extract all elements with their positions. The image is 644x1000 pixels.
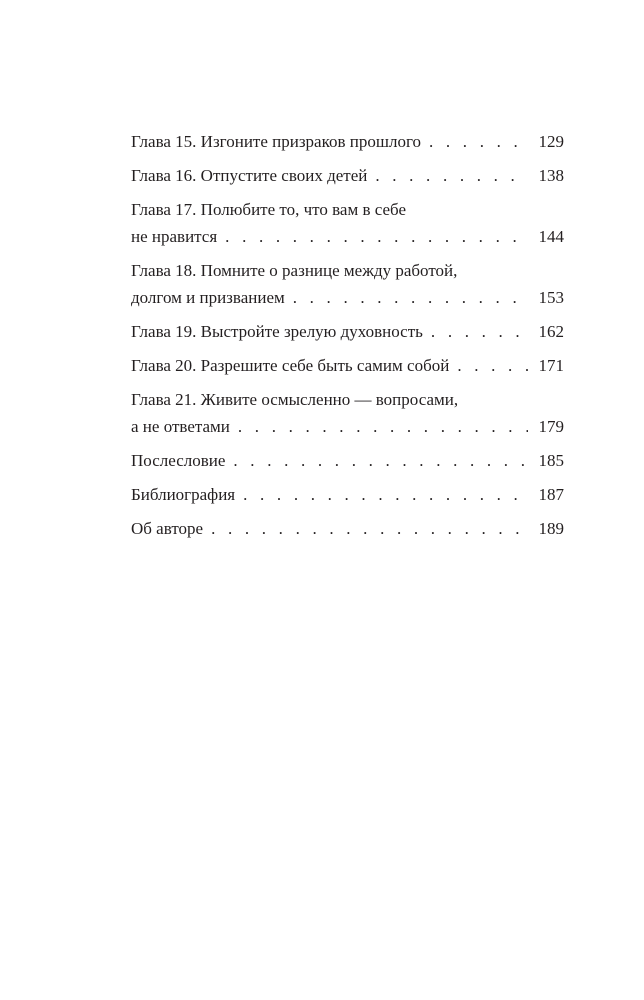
toc-entry-chapter-19 — [131, 318, 564, 345]
toc-entry-title: Об авторе — [131, 519, 204, 538]
toc-entry-title: Глава 19. Выстройте зрелую духовность — [131, 322, 423, 341]
table-of-contents — [131, 128, 564, 549]
toc-entry-title: Библиография — [131, 485, 236, 504]
toc-entry-chapter-16 — [131, 162, 564, 189]
dot-leader — [429, 128, 528, 155]
toc-entry-chapter-15 — [131, 128, 564, 155]
toc-entry-chapter-21 — [131, 386, 564, 440]
toc-page-number: 187 — [538, 485, 564, 504]
toc-entry-title-continued: а не ответами — [131, 417, 230, 436]
toc-entry-title: Послесловие — [131, 451, 226, 470]
toc-page-number: 189 — [538, 519, 564, 538]
toc-entry-title: Глава 21. Живите осмысленно — вопросами, — [131, 390, 459, 409]
toc-entry-title: Глава 17. Полюбите то, что вам в себе — [131, 200, 406, 219]
toc-page-number: 179 — [538, 417, 564, 436]
toc-entry-about-author — [131, 515, 564, 542]
dot-leader — [431, 318, 528, 345]
dot-leader — [225, 223, 528, 250]
dot-leader — [457, 352, 528, 379]
toc-page-number: 138 — [538, 166, 564, 185]
toc-page-number: 162 — [538, 322, 564, 341]
toc-page-number: 129 — [538, 132, 564, 151]
dot-leader — [375, 162, 528, 189]
toc-page-number: 185 — [538, 451, 564, 470]
toc-entry-title: Глава 16. Отпустите своих детей — [131, 166, 368, 185]
toc-entry-title-continued: не нравится — [131, 227, 218, 246]
toc-entry-title: Глава 20. Разрешите себе быть самим собой — [131, 356, 450, 375]
toc-page-number: 153 — [538, 288, 564, 307]
toc-entry-title: Глава 15. Изгоните призраков прошлого — [131, 132, 421, 151]
dot-leader — [233, 447, 528, 474]
dot-leader — [243, 481, 528, 508]
toc-entry-title-continued: долгом и призванием — [131, 288, 285, 307]
dot-leader — [211, 515, 528, 542]
toc-entry-bibliography — [131, 481, 564, 508]
toc-entry-chapter-20 — [131, 352, 564, 379]
toc-entry-chapter-18 — [131, 257, 564, 311]
toc-entry-title: Глава 18. Помните о разнице между работой, — [131, 261, 458, 280]
dot-leader — [293, 284, 528, 311]
toc-page-number: 144 — [538, 227, 564, 246]
toc-page-number: 171 — [538, 356, 564, 375]
toc-entry-afterword — [131, 447, 564, 474]
dot-leader — [238, 413, 528, 440]
toc-entry-chapter-17 — [131, 196, 564, 250]
